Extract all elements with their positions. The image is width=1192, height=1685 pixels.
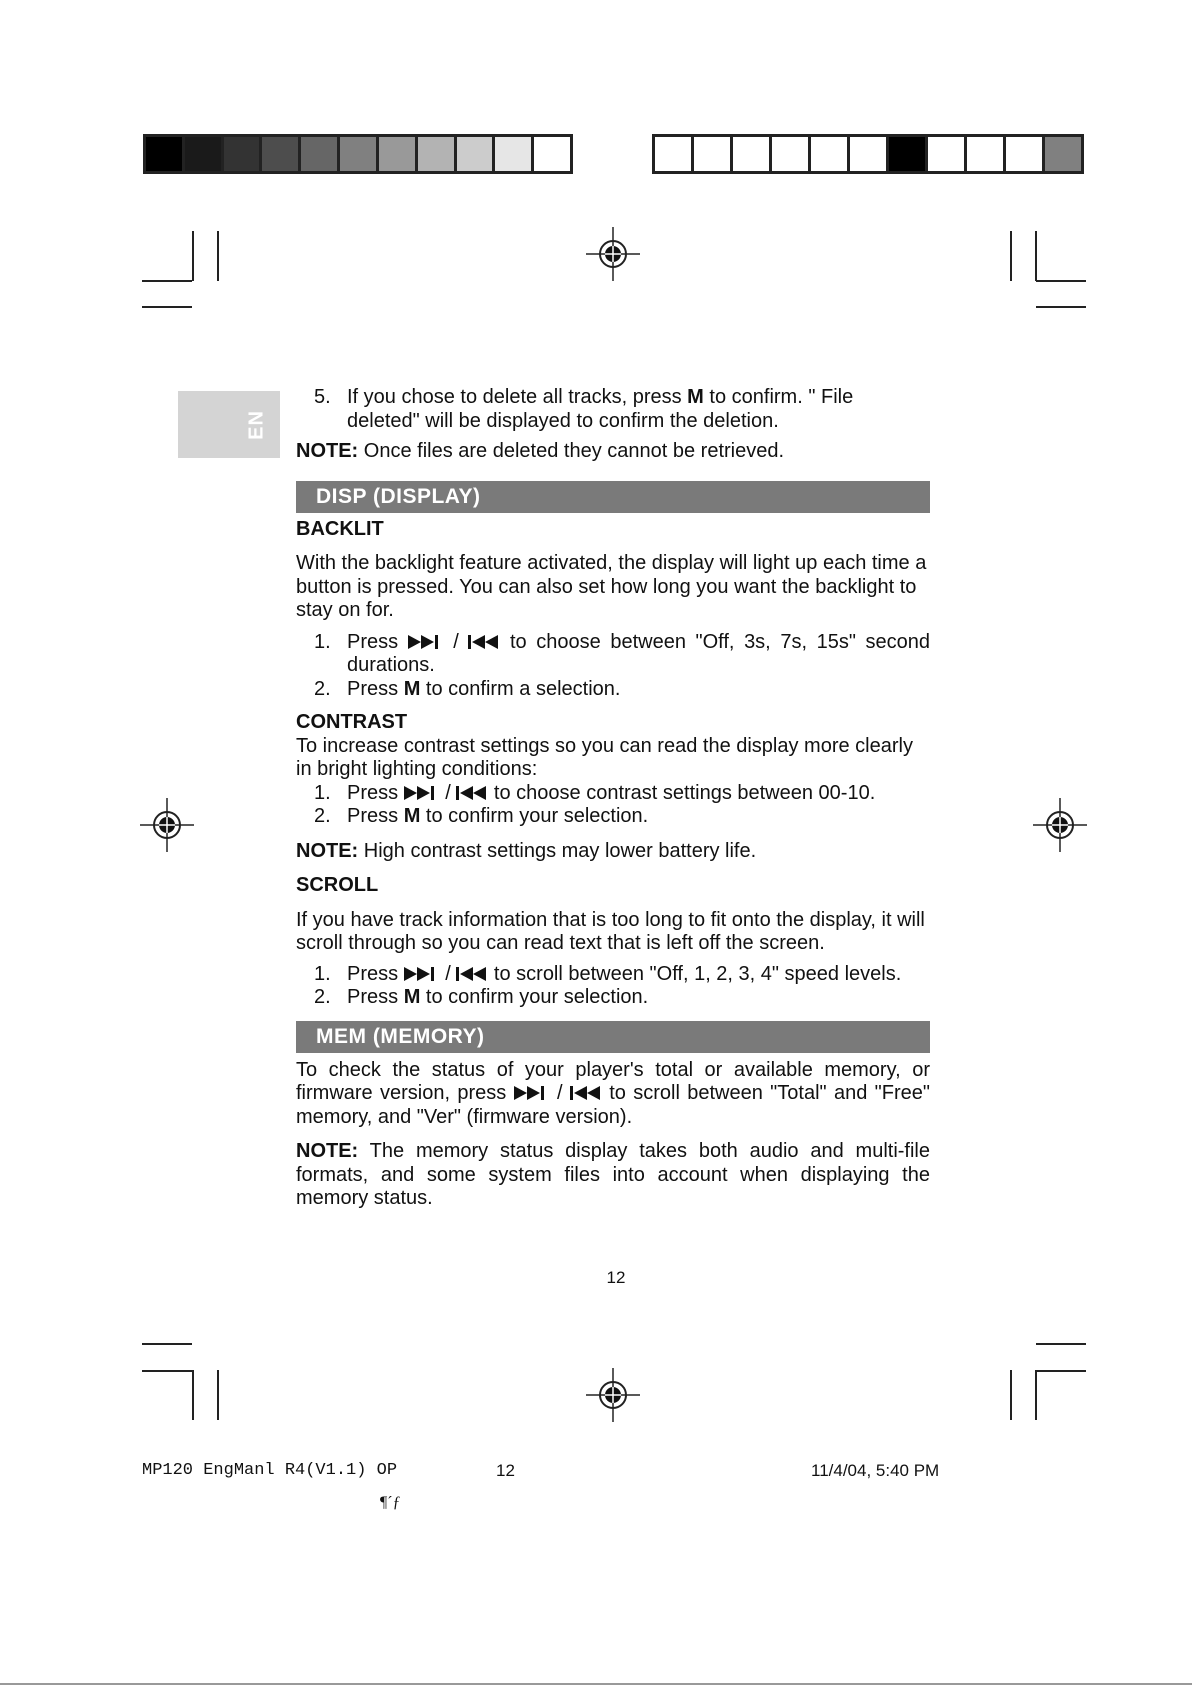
registration-mark-icon — [1033, 798, 1087, 852]
language-tab — [178, 391, 280, 458]
color-swatch — [733, 137, 772, 171]
list-item — [296, 782, 930, 806]
step-text: Press — [347, 677, 404, 700]
color-swatch — [772, 137, 811, 171]
next-track-icon — [404, 782, 440, 804]
step-text: to confirm a selection. — [420, 677, 621, 700]
step-text: to scroll between "Off, 1, 2, 3, 4" speed levels. — [488, 962, 902, 985]
footer-glyph: ¶´ƒ — [380, 1494, 401, 1511]
language-label: EN — [245, 409, 268, 440]
note-label: NOTE: — [296, 839, 359, 862]
color-swatch — [224, 137, 263, 171]
section-heading-disp: DISP (DISPLAY) — [296, 481, 930, 513]
delete-steps — [296, 386, 930, 433]
color-swatch — [301, 137, 340, 171]
step-text: to choose between "Off, 3s, 7s, 15s" second durations. — [347, 630, 930, 676]
skip-buttons — [514, 1082, 602, 1104]
next-track-icon — [408, 631, 444, 653]
note-text: High contrast settings may lower battery life. — [358, 839, 757, 862]
color-swatch — [694, 137, 733, 171]
prev-track-icon — [570, 1082, 602, 1104]
color-swatch — [1045, 137, 1081, 171]
crop-mark — [1010, 231, 1012, 281]
skip-buttons — [408, 631, 501, 653]
skip-buttons — [404, 963, 489, 985]
crop-mark — [142, 280, 192, 282]
skip-buttons — [404, 782, 489, 804]
key-label: M — [403, 677, 421, 700]
step-text: to confirm your selection. — [420, 805, 649, 827]
section-heading-mem: MEM (MEMORY) — [296, 1021, 930, 1053]
color-swatch — [534, 137, 570, 171]
mem-body — [296, 1059, 930, 1130]
crop-mark — [1036, 280, 1086, 282]
subheading-scroll: SCROLL — [296, 874, 379, 896]
footer-page: 12 — [496, 1461, 515, 1480]
color-calibration-bar-right — [652, 134, 1084, 174]
manual-content — [296, 386, 930, 1211]
contrast-steps — [296, 782, 930, 829]
prev-track-icon — [456, 782, 488, 804]
step-text: If you chose to delete all tracks, press — [347, 386, 688, 408]
color-swatch — [185, 137, 224, 171]
step-number: 1. — [314, 781, 331, 804]
subheading-backlit: BACKLIT — [296, 517, 384, 540]
step-number: 2. — [314, 805, 331, 827]
color-swatch — [495, 137, 534, 171]
crop-mark — [1010, 1370, 1012, 1420]
key-label: M — [687, 386, 704, 408]
crop-mark — [142, 306, 192, 308]
step-text: Press — [347, 962, 404, 985]
subheading-contrast: CONTRAST — [296, 711, 408, 733]
color-swatch — [1006, 137, 1045, 171]
step-number: 2. — [314, 986, 331, 1008]
contrast-body: To increase contrast settings so you can read the display more clearly in bright lighting conditions: — [296, 734, 913, 780]
next-track-icon — [514, 1082, 550, 1104]
crop-mark — [1035, 1370, 1037, 1420]
prev-track-icon — [468, 631, 500, 653]
registration-mark-icon — [586, 1368, 640, 1422]
color-swatch — [418, 137, 457, 171]
step-text: to choose contrast settings between 00-10. — [488, 781, 876, 804]
key-label: M — [403, 986, 421, 1008]
backlit-body: With the backlight feature activated, the display will light up each time a button is pressed. You can also set how long you want the backlight to stay on for. — [296, 552, 927, 621]
crop-mark — [1036, 306, 1086, 308]
color-swatch — [967, 137, 1006, 171]
crop-mark — [1035, 231, 1037, 281]
note-label: NOTE: — [296, 1140, 359, 1162]
scroll-steps — [296, 963, 930, 1010]
backlit-steps — [296, 631, 930, 702]
step-text: Press — [347, 986, 404, 1008]
crop-mark — [217, 231, 219, 281]
list-item — [296, 631, 930, 678]
note — [296, 440, 930, 464]
icon-separator: / — [443, 630, 469, 653]
icon-separator: / — [439, 962, 457, 985]
registration-mark-icon — [586, 227, 640, 281]
step-number: 1. — [314, 630, 331, 653]
scroll-body: If you have track information that is too long to fit onto the display, it will scroll through so you can read text that is left off the screen. — [296, 908, 925, 954]
body-text: To check the status of your player's total or available memory, or firmware version, press — [296, 1058, 930, 1104]
list-item — [296, 805, 930, 829]
color-swatch — [850, 137, 889, 171]
color-swatch — [457, 137, 496, 171]
color-swatch — [146, 137, 185, 171]
step-text: Press — [347, 805, 404, 827]
color-swatch — [262, 137, 301, 171]
icon-separator: / — [549, 1082, 570, 1104]
next-track-icon — [404, 963, 440, 985]
registration-mark-icon — [140, 798, 194, 852]
step-number: 2. — [314, 677, 331, 700]
crop-mark — [192, 231, 194, 281]
step-text: to confirm your selection. — [420, 986, 649, 1008]
note — [296, 1140, 930, 1211]
key-label: M — [403, 805, 421, 827]
prev-track-icon — [456, 963, 488, 985]
step-text: Press — [347, 781, 404, 804]
list-item — [296, 963, 930, 987]
footer-filename: MP120 EngManl R4(V1.1) OP — [142, 1461, 398, 1480]
icon-separator: / — [439, 781, 457, 804]
crop-mark — [142, 1343, 192, 1345]
color-swatch — [379, 137, 418, 171]
crop-mark — [1036, 1343, 1086, 1345]
color-calibration-bar-left — [143, 134, 573, 174]
note-label: NOTE: — [296, 440, 359, 462]
crop-mark — [217, 1370, 219, 1420]
color-swatch — [340, 137, 379, 171]
step-number: 5. — [314, 386, 331, 408]
list-item — [296, 386, 930, 433]
note-text: The memory status display takes both audio and multi-file formats, and some system files into account when displaying the memory status. — [296, 1140, 930, 1209]
footer-date: 11/4/04, 5:40 PM — [811, 1461, 940, 1480]
list-item — [296, 678, 930, 702]
crop-mark — [142, 1370, 192, 1372]
body-text: to scroll between "Total" and "Free" memory, and "Ver" (firmware version). — [296, 1082, 930, 1128]
color-swatch — [889, 137, 928, 171]
crop-mark — [1036, 1370, 1086, 1372]
note — [296, 840, 930, 864]
color-swatch — [928, 137, 967, 171]
step-text: to confirm. " File deleted" will be displayed to confirm the deletion. — [347, 386, 854, 432]
list-item — [296, 986, 930, 1010]
color-swatch — [811, 137, 850, 171]
step-text: Press — [347, 630, 408, 653]
crop-mark — [192, 1370, 194, 1420]
step-number: 1. — [314, 962, 331, 985]
note-text: Once files are deleted they cannot be retrieved. — [358, 440, 785, 462]
page-number: 12 — [606, 1268, 626, 1287]
color-swatch — [655, 137, 694, 171]
